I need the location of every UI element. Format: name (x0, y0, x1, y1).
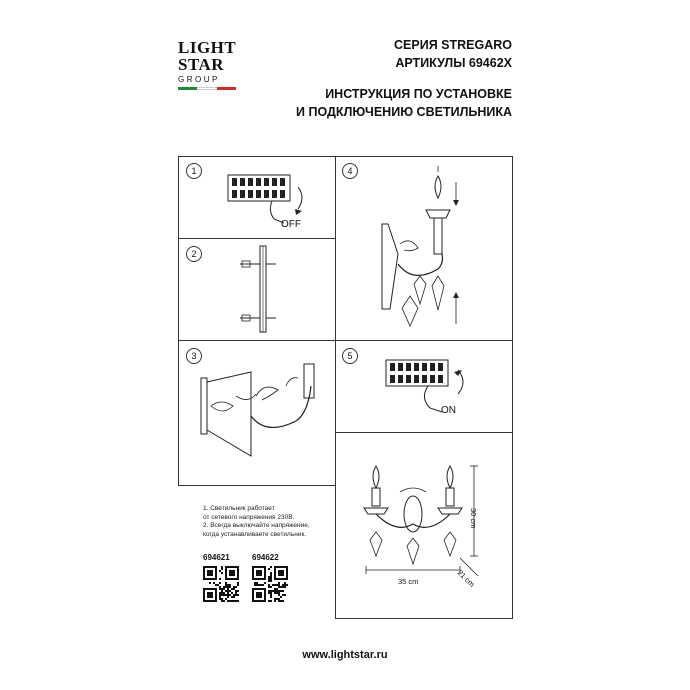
qr-module (227, 588, 229, 590)
qr-module (223, 600, 225, 602)
qr-module (227, 584, 229, 586)
qr-module (225, 594, 227, 596)
qr-module (227, 596, 229, 598)
qr-module (270, 580, 272, 582)
qr-module (233, 596, 235, 598)
qr-module (229, 586, 231, 588)
qr-module (270, 596, 272, 598)
qr-module (278, 582, 280, 584)
qr-module (274, 592, 276, 594)
qr-module (227, 594, 229, 596)
qr-module (278, 586, 280, 588)
qr-module (270, 590, 272, 592)
qr-module (276, 592, 278, 594)
qr-module (264, 582, 266, 584)
qr-module (274, 590, 276, 592)
qr-module (227, 600, 229, 602)
step-number-4: 4 (342, 163, 358, 179)
qr-module (270, 566, 272, 568)
qr-module (219, 598, 221, 600)
qr-finder-module (256, 592, 262, 598)
qr-module (235, 600, 237, 602)
qr-module (229, 594, 231, 596)
qr-module (286, 584, 288, 586)
qr-finder-module (256, 570, 262, 576)
qr-finder-module (278, 570, 284, 576)
qr-module (221, 568, 223, 570)
qr-module (235, 594, 237, 596)
qr-module (260, 584, 262, 586)
qr-module (274, 600, 276, 602)
qr-module (280, 600, 282, 602)
qr-module (280, 596, 282, 598)
qr-module (221, 572, 223, 574)
qr-module (221, 600, 223, 602)
arm-attach-illustration (196, 356, 331, 476)
qr-module (233, 594, 235, 596)
article-numbers: АРТИКУЛЫ 69462X (395, 56, 512, 70)
qr-module (219, 586, 221, 588)
step-number-1: 1 (186, 163, 202, 179)
breaker-on-illustration (370, 350, 480, 420)
qr-module (280, 590, 282, 592)
qr-module (276, 584, 278, 586)
qr-module (254, 584, 256, 586)
qr-module (274, 588, 276, 590)
qr-module (268, 578, 270, 580)
qr-finder-module (229, 570, 235, 576)
qr-module (225, 584, 227, 586)
qr-code-694622 (252, 566, 288, 602)
depth-dimension: 21 cm (455, 568, 477, 589)
qr-module (219, 588, 221, 590)
qr-module (225, 586, 227, 588)
qr-module (268, 576, 270, 578)
note-line-3: 2. Всегда выключайте напряжение, (203, 522, 310, 529)
step-number-2: 2 (186, 246, 202, 262)
qr-module (270, 572, 272, 574)
qr-module (262, 584, 264, 586)
qr-module (268, 600, 270, 602)
mounting-plate-illustration (230, 244, 290, 336)
qr-module (219, 578, 221, 580)
qr-module (225, 598, 227, 600)
qr-module (209, 582, 211, 584)
qr-module (219, 582, 221, 584)
qr-module (231, 588, 233, 590)
series-name: СЕРИЯ STREGARO (394, 38, 512, 52)
step-number-3: 3 (186, 348, 202, 364)
lamp-install-illustration (370, 164, 470, 334)
qr-module (231, 596, 233, 598)
qr-module (229, 600, 231, 602)
qr-module (276, 588, 278, 590)
qr-module (270, 586, 272, 588)
qr-module (282, 594, 284, 596)
qr-module (237, 584, 239, 586)
note-line-1: 1. Светильник работает (203, 505, 275, 512)
qr-module (282, 584, 284, 586)
qr-module (270, 592, 272, 594)
qr-module (282, 590, 284, 592)
note-line-4: когда устанавливаете светильник. (203, 530, 307, 538)
qr-module (227, 586, 229, 588)
qr-finder-module (207, 592, 213, 598)
qr-module (278, 592, 280, 594)
qr-module (268, 580, 270, 582)
qr-module (258, 584, 260, 586)
qr-module (268, 590, 270, 592)
qr-module (219, 570, 221, 572)
logo-word-star: STAR (178, 55, 225, 74)
article-label-1: 694621 (203, 553, 230, 562)
qr-module (221, 566, 223, 568)
qr-module (235, 590, 237, 592)
qr-module (219, 594, 221, 596)
qr-module (284, 584, 286, 586)
instruction-title-line2: И ПОДКЛЮЧЕНИЮ СВЕТИЛЬНИКА (296, 105, 512, 119)
qr-module (225, 582, 227, 584)
logo-word-group: GROUP (178, 75, 220, 84)
qr-module (231, 592, 233, 594)
qr-module (270, 578, 272, 580)
qr-module (223, 588, 225, 590)
qr-module (221, 590, 223, 592)
qr-module (272, 584, 274, 586)
width-dimension: 35 cm (398, 577, 419, 586)
qr-module (233, 600, 235, 602)
qr-module (254, 582, 256, 584)
qr-module (233, 588, 235, 590)
qr-module (268, 592, 270, 594)
qr-module (284, 594, 286, 596)
qr-module (237, 582, 239, 584)
breaker-off-illustration (210, 165, 320, 230)
qr-module (278, 594, 280, 596)
qr-module (233, 586, 235, 588)
qr-module (272, 590, 274, 592)
step-number-5: 5 (342, 348, 358, 364)
qr-module (278, 584, 280, 586)
article-label-2: 694622 (252, 553, 279, 562)
qr-module (223, 594, 225, 596)
qr-module (270, 600, 272, 602)
qr-module (256, 584, 258, 586)
qr-module (276, 598, 278, 600)
height-dimension: 30 cm (469, 508, 478, 529)
qr-module (221, 592, 223, 594)
instruction-title-line1: ИНСТРУКЦИЯ ПО УСТАНОВКЕ (325, 87, 512, 101)
safety-notes (203, 505, 333, 539)
qr-module (237, 600, 239, 602)
qr-module (221, 594, 223, 596)
qr-module (213, 582, 215, 584)
qr-module (235, 592, 237, 594)
qr-module (237, 594, 239, 596)
qr-module (223, 586, 225, 588)
qr-module (268, 584, 270, 586)
qr-module (282, 600, 284, 602)
qr-module (284, 586, 286, 588)
qr-module (268, 568, 270, 570)
qr-module (280, 586, 282, 588)
qr-module (217, 584, 219, 586)
qr-module (278, 598, 280, 600)
qr-module (276, 590, 278, 592)
qr-module (221, 588, 223, 590)
breaker-on-label: ON (441, 405, 456, 416)
qr-module (229, 590, 231, 592)
qr-module (270, 576, 272, 578)
qr-module (223, 592, 225, 594)
breaker-off-label: OFF (281, 219, 301, 230)
qr-module (227, 590, 229, 592)
logo-word-light: LIGHT (178, 38, 237, 57)
qr-module (221, 598, 223, 600)
qr-module (274, 584, 276, 586)
qr-module (235, 586, 237, 588)
qr-module (282, 586, 284, 588)
qr-module (256, 582, 258, 584)
qr-module (229, 584, 231, 586)
qr-module (219, 596, 221, 598)
qr-module (215, 584, 217, 586)
qr-module (219, 592, 221, 594)
qr-module (227, 592, 229, 594)
note-line-2: от сетевого напряжения 230В. (203, 513, 295, 521)
qr-code-694621 (203, 566, 239, 602)
qr-finder-module (207, 570, 213, 576)
website-link[interactable]: www.lightstar.ru (302, 649, 388, 661)
qr-module (278, 590, 280, 592)
qr-module (231, 600, 233, 602)
qr-module (278, 600, 280, 602)
qr-module (270, 574, 272, 576)
qr-module (274, 598, 276, 600)
qr-module (270, 594, 272, 596)
qr-module (225, 590, 227, 592)
qr-module (237, 590, 239, 592)
qr-module (268, 586, 270, 588)
qr-module (284, 582, 286, 584)
